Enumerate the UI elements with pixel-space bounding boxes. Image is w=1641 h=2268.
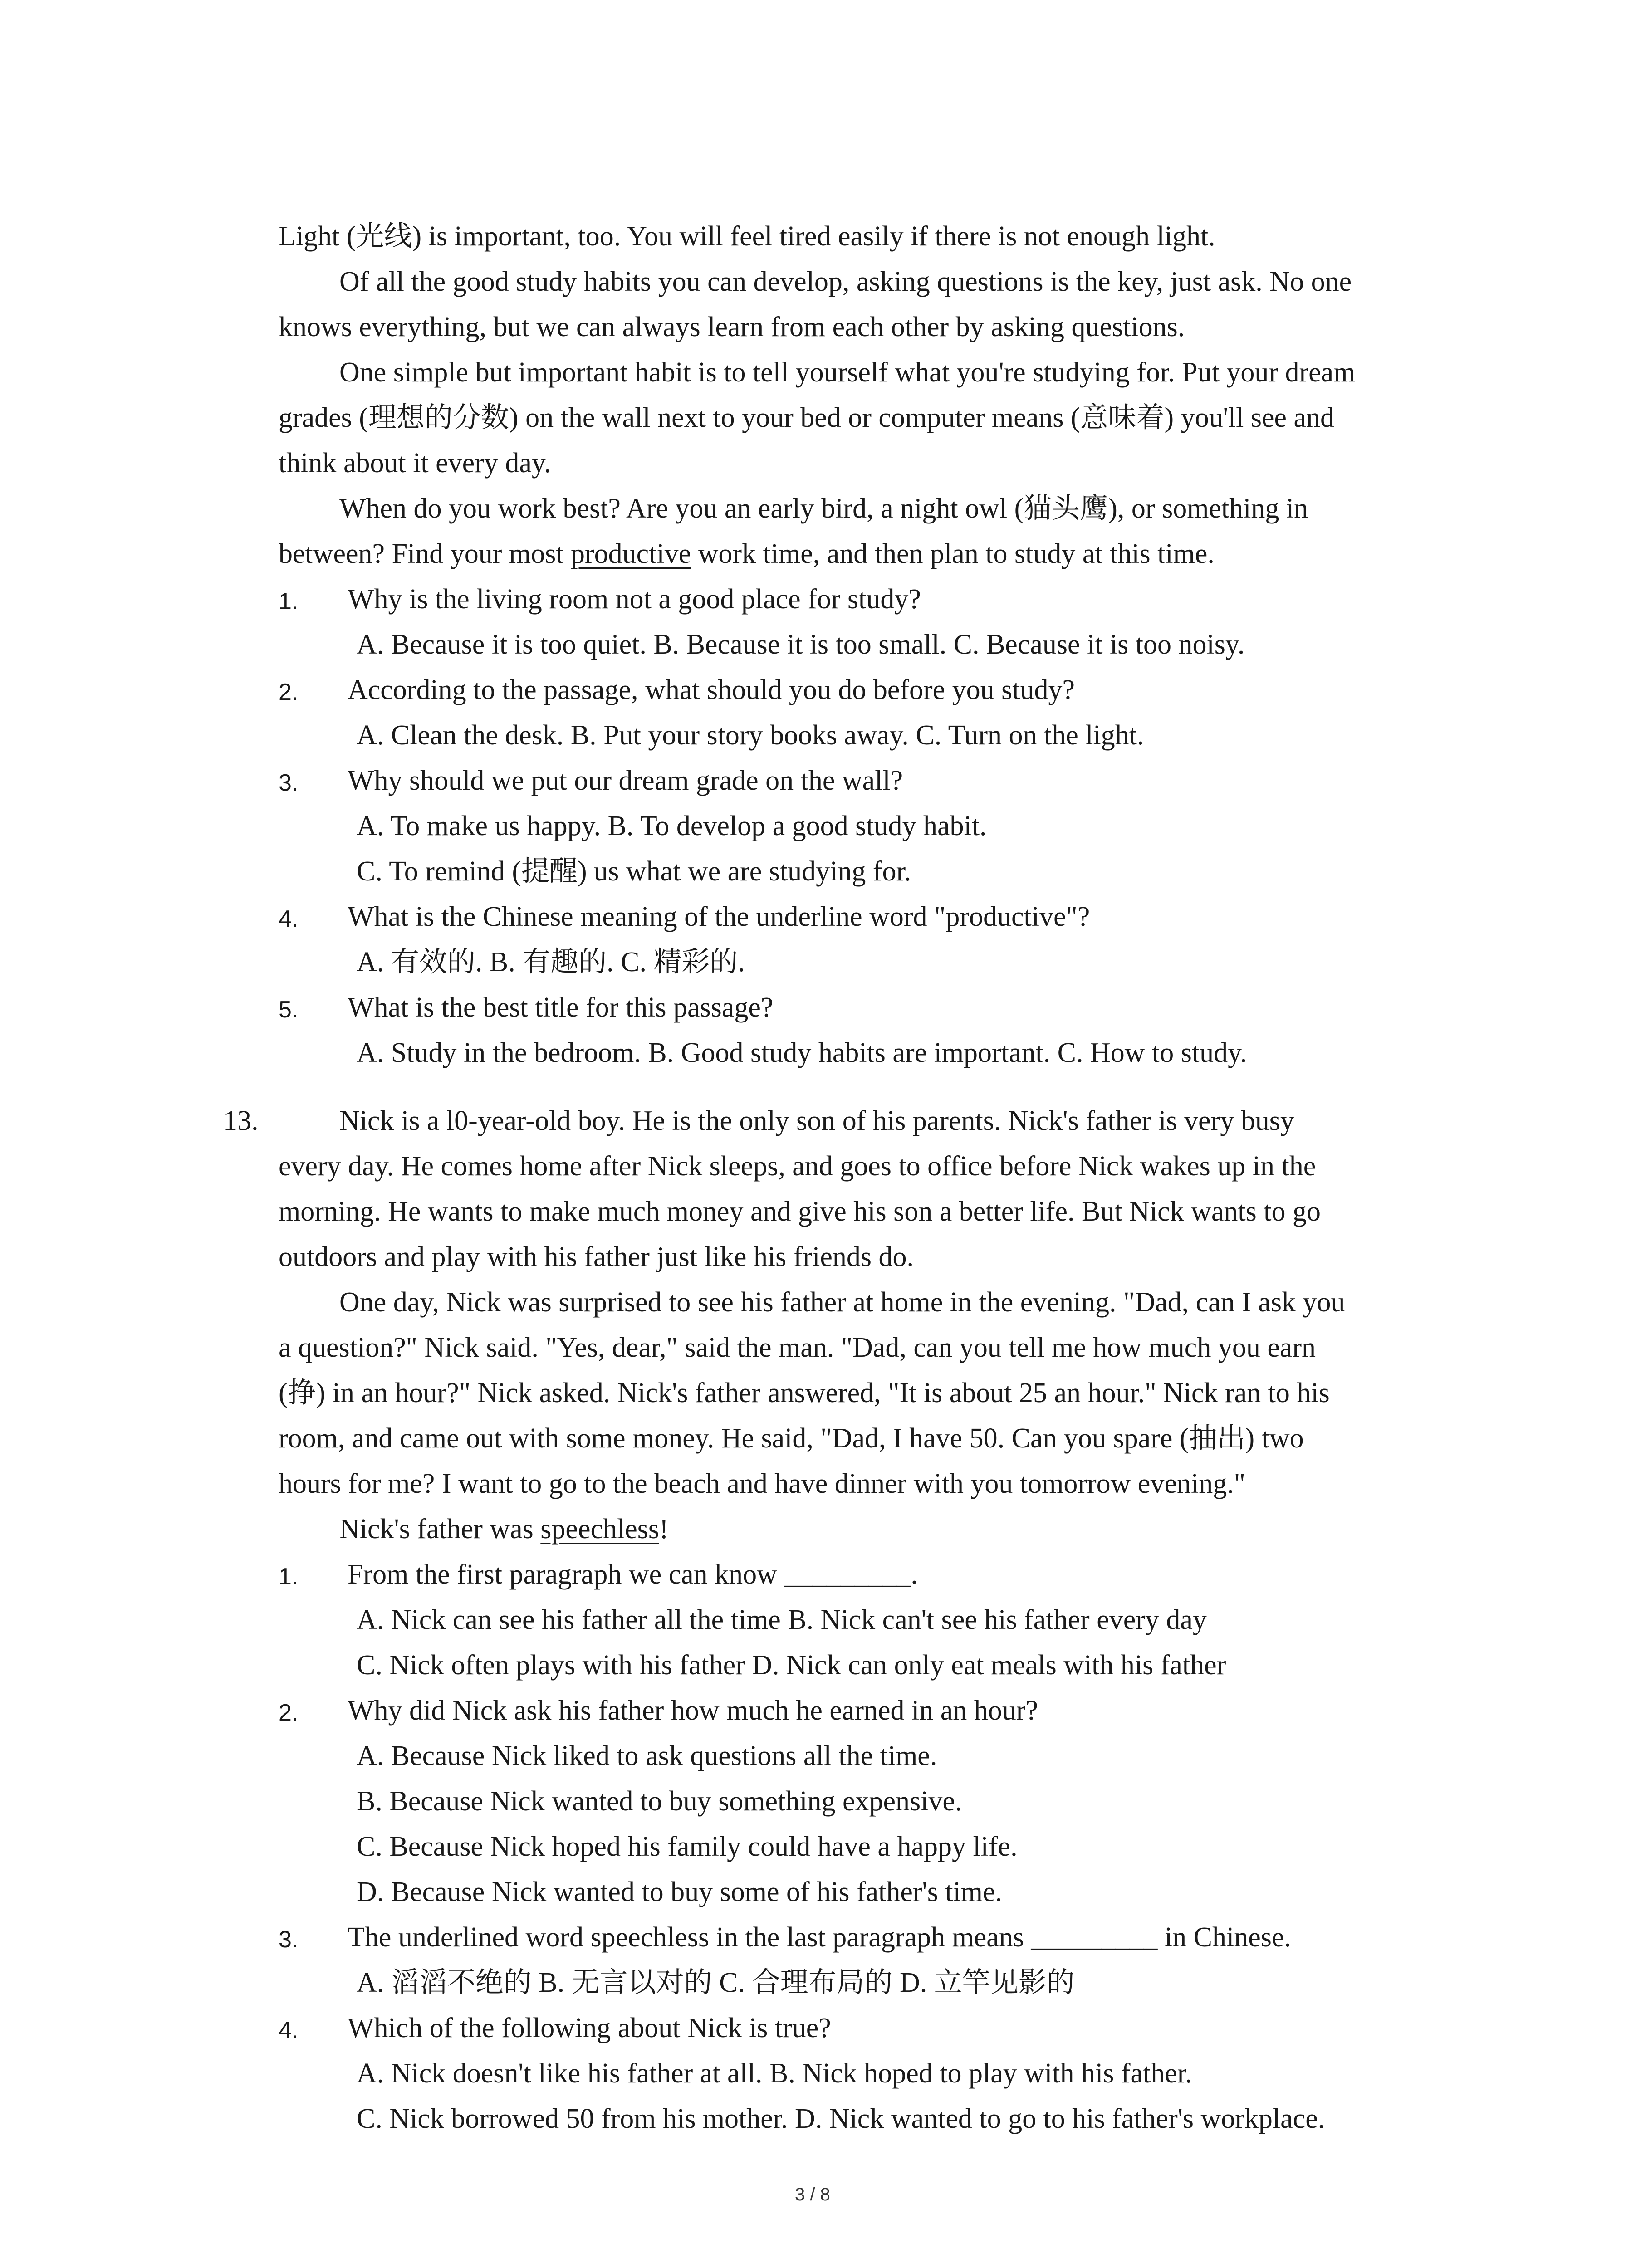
underlined-word-speechless: speechless xyxy=(540,1514,659,1545)
question-text: What is the best title for this passage? xyxy=(348,992,774,1023)
question-options: A. 滔滔不绝的 B. 无言以对的 C. 合理布局的 D. 立竿见影的 xyxy=(357,1967,1075,1998)
text-segment: work time, and then plan to study at this time. xyxy=(691,538,1215,569)
question-number: 4. xyxy=(279,906,299,932)
question-options: B. Because Nick wanted to buy something expensive. xyxy=(357,1786,962,1817)
question-text: Why is the living room not a good place for study? xyxy=(348,584,921,615)
question-number: 2. xyxy=(279,1700,299,1726)
passage13-p1-line3: morning. He wants to make much money and give his son a better life. But Nick wants to go xyxy=(279,1196,1321,1227)
question-options: C. Nick borrowed 50 from his mother. D. Nick wanted to go to his father's workplace. xyxy=(357,2103,1325,2134)
question-options: A. Nick doesn't like his father at all. B. Nick hoped to play with his father. xyxy=(357,2058,1192,2089)
question-text: What is the Chinese meaning of the underline word "productive"? xyxy=(348,901,1090,932)
passage12-p4-line1: When do you work best? Are you an early bird, a night owl (猫头鹰), or something in xyxy=(339,493,1308,524)
passage12-p3-line3: think about it every day. xyxy=(279,448,551,479)
question-options: A. Because it is too quiet. B. Because it is too small. C. Because it is too noisy. xyxy=(357,629,1245,660)
passage13-p2-line5: hours for me? I want to go to the beach and have dinner with you tomorrow evening." xyxy=(279,1468,1246,1499)
passage13-p2-line1: One day, Nick was surprised to see his father at home in the evening. "Dad, can I ask you xyxy=(339,1287,1345,1318)
passage13-p3-line xyxy=(339,1515,669,1543)
question-number: 1. xyxy=(279,1564,299,1590)
question-options: A. To make us happy. B. To develop a good study habit. xyxy=(357,811,987,841)
question-number: 1. xyxy=(279,588,299,615)
passage13-p2-line4: room, and came out with some money. He said, "Dad, I have 50. Can you spare (抽出) two xyxy=(279,1423,1304,1454)
question-options: C. Because Nick hoped his family could have a happy life. xyxy=(357,1831,1018,1862)
passage13-p1-line4: outdoors and play with his father just like his friends do. xyxy=(279,1242,914,1272)
passage13-p2-line2: a question?" Nick said. "Yes, dear," said the man. "Dad, can you tell me how much you earn xyxy=(279,1332,1316,1363)
passage12-p3-line1: One simple but important habit is to tell yourself what you're studying for. Put your dream xyxy=(339,357,1356,388)
question-options: A. Study in the bedroom. B. Good study habits are important. C. How to study. xyxy=(357,1037,1247,1068)
question-number: 5. xyxy=(279,997,299,1023)
passage13-p2-line3: (挣) in an hour?" Nick asked. Nick's father answered, "It is about 25 an hour." Nick ran to his xyxy=(279,1378,1330,1408)
page-number: 3 / 8 xyxy=(795,2185,830,2204)
question-text: The underlined word speechless in the last paragraph means _________ in Chinese. xyxy=(348,1922,1291,1953)
passage12-p2-line2: knows everything, but we can always learn from each other by asking questions. xyxy=(279,312,1185,342)
question-text: Why should we put our dream grade on the wall? xyxy=(348,765,903,796)
question-options: C. To remind (提醒) us what we are studying for. xyxy=(357,856,911,887)
question-text: Which of the following about Nick is true? xyxy=(348,2013,831,2043)
passage12-p4-line2 xyxy=(279,540,1215,568)
question-options: D. Because Nick wanted to buy some of his father's time. xyxy=(357,1877,1003,1907)
question-options: A. Clean the desk. B. Put your story books away. C. Turn on the light. xyxy=(357,720,1144,751)
text-segment: between? Find your most xyxy=(279,538,571,569)
question-number: 3. xyxy=(279,1926,299,1953)
passage13-p1-line1: Nick is a l0-year-old boy. He is the only son of his parents. Nick's father is very busy xyxy=(339,1105,1294,1136)
question-number: 4. xyxy=(279,2017,299,2043)
passage12-p1-line: Light (光线) is important, too. You will feel tired easily if there is not enough light. xyxy=(279,221,1215,252)
passage13-number: 13. xyxy=(223,1105,259,1136)
question-text: Why did Nick ask his father how much he earned in an hour? xyxy=(348,1695,1038,1726)
passage12-p3-line2: grades (理想的分数) on the wall next to your bed or computer means (意味着) you'll see and xyxy=(279,402,1334,433)
question-options: A. 有效的. B. 有趣的. C. 精彩的. xyxy=(357,947,745,978)
underlined-word-productive: productive xyxy=(571,538,691,569)
passage13-p1-line2: every day. He comes home after Nick sleeps, and goes to office before Nick wakes up in the xyxy=(279,1151,1316,1182)
question-text: From the first paragraph we can know _________. xyxy=(348,1559,918,1590)
question-options: C. Nick often plays with his father D. Nick can only eat meals with his father xyxy=(357,1650,1226,1681)
question-number: 2. xyxy=(279,679,299,705)
passage12-p2-line1: Of all the good study habits you can develop, asking questions is the key, just ask. No one xyxy=(339,266,1352,297)
question-number: 3. xyxy=(279,770,299,796)
question-options: A. Nick can see his father all the time B. Nick can't see his father every day xyxy=(357,1604,1207,1635)
text-segment: Nick's father was xyxy=(339,1514,541,1545)
question-text: According to the passage, what should you do before you study? xyxy=(348,675,1075,705)
question-options: A. Because Nick liked to ask questions all the time. xyxy=(357,1740,937,1771)
text-segment: ! xyxy=(659,1514,669,1545)
